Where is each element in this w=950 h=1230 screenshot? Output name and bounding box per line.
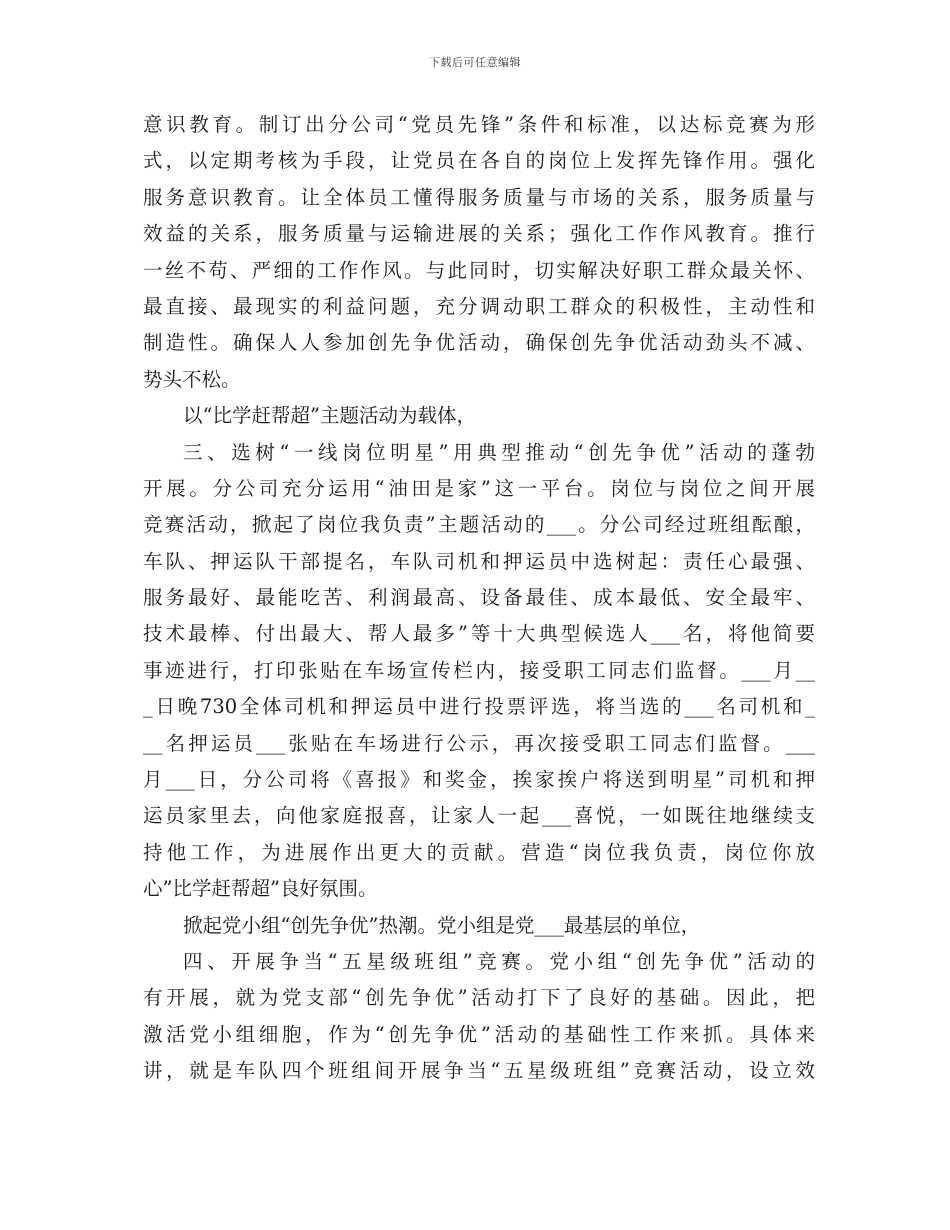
text-line: __名押运员___张贴在车场进行公示，再次接受职工同志们监督。___	[143, 731, 815, 755]
text-line: 意识教育。制订出分公司“党员先锋”条件和标准，以达标竞赛为形	[143, 113, 815, 136]
text-line: 掀起党小组“创先争优”热潮。党小组是党___最基层的单位，	[183, 913, 701, 937]
paragraph	[143, 435, 815, 908]
text-line: 服务最好、最能吃苦、利润最高、设备最佳、成本最低、安全最牢、	[143, 586, 815, 610]
text-line: 车队、押运队干部提名，车队司机和押运员中选树起：责任心最强、	[143, 549, 815, 573]
text-line: _日晚730全体司机和押运员中进行投票评选，将当选的___名司机和_	[143, 695, 815, 719]
page-header: 下载后可任意编辑	[429, 56, 521, 69]
text-line: 技术最棒、付出最大、帮人最多”等十大典型候选人___名，将他简要	[143, 622, 815, 646]
text-line: 持他工作，为进展作出更大的贡献。营造“岗位我负责，岗位你放	[143, 840, 815, 864]
text-line: 制造性。确保人人参加创先争优活动，确保创先争优活动劲头不减、	[143, 331, 815, 355]
text-line: 四、开展争当“五星级班组”竞赛。党小组“创先争优”活动的	[183, 949, 815, 973]
document-body	[143, 107, 815, 1090]
text-line: 心”比学赶帮超”良好氛围。	[143, 877, 378, 901]
text-line: 竞赛活动，掀起了岗位我负责”主题活动的___。分公司经过班组酝酿，	[143, 513, 815, 537]
text-line: 开展。分公司充分运用“油田是家”这一平台。岗位与岗位之间开展	[143, 476, 815, 500]
text-line: 激活党小组细胞，作为“创先争优”活动的基础性工作来抓。具体来	[143, 1022, 815, 1046]
text-line: 势头不松。	[143, 367, 241, 391]
text-line: 讲，就是车队四个班组间开展争当“五星级班组”竞赛活动，设立效	[143, 1059, 815, 1083]
text-line: 有开展，就为党支部“创先争优”活动打下了良好的基础。因此，把	[143, 986, 815, 1010]
text-line: 一丝不苟、严细的工作作风。与此同时，切实解决好职工群众最关怀、	[143, 258, 815, 282]
paragraph	[143, 908, 815, 944]
text-line: 月___日，分公司将《喜报》和奖金，挨家挨户将送到明星”司机和押	[143, 768, 815, 792]
paragraph	[143, 107, 815, 398]
text-line: 运员家里去，向他家庭报喜，让家人一起___喜悦，一如既往地继续支	[143, 804, 815, 828]
text-line: 事迹进行，打印张贴在车场宣传栏内，接受职工同志们监督。___月__	[143, 658, 815, 682]
text-line: 最直接、最现实的利益问题，充分调动职工群众的积极性，主动性和	[143, 294, 815, 318]
paragraph	[143, 398, 815, 434]
text-line: 以“比学赶帮超”主题活动为载体，	[183, 404, 476, 428]
text-line: 服务意识教育。让全体员工懂得服务质量与市场的关系，服务质量与	[143, 185, 815, 209]
text-line: 式，以定期考核为手段，让党员在各自的岗位上发挥先锋作用。强化	[143, 149, 815, 173]
paragraph	[143, 944, 815, 1090]
text-line: 三、选树“一线岗位明星”用典型推动“创先争优”活动的蓬勃	[183, 440, 815, 464]
text-line: 效益的关系，服务质量与运输进展的关系；强化工作作风教育。推行	[143, 222, 815, 246]
